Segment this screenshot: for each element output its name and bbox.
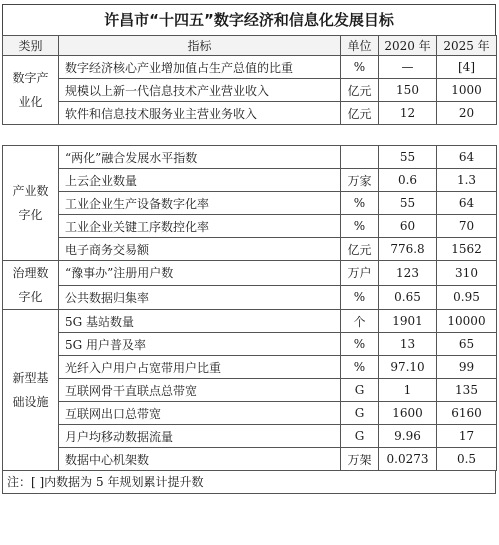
indicator-cell: 月户均移动数据流量 — [59, 425, 341, 448]
value-2025-cell: 0.5 — [437, 448, 497, 471]
value-2025-cell: 65 — [437, 333, 497, 356]
value-2020-cell: 12 — [379, 102, 437, 125]
value-2020-cell: 1901 — [379, 310, 437, 333]
table-row — [3, 379, 497, 402]
table-row — [3, 56, 497, 79]
table-row — [3, 192, 497, 215]
indicator-cell: 光纤入户用户占宽带用户比重 — [59, 356, 341, 379]
value-2020-cell: 776.8 — [379, 238, 437, 261]
value-2025-cell: 135 — [437, 379, 497, 402]
value-2025-cell: 10000 — [437, 310, 497, 333]
category-cell: 产业数字化 — [3, 146, 59, 261]
unit-cell: 亿元 — [341, 79, 379, 102]
value-2020-cell: 9.96 — [379, 425, 437, 448]
value-2020-cell: 0.65 — [379, 285, 437, 310]
value-2020-cell: 0.0273 — [379, 448, 437, 471]
unit-cell: 个 — [341, 310, 379, 333]
value-2020-cell: 13 — [379, 333, 437, 356]
table-row — [3, 102, 497, 125]
header-indicator: 指标 — [59, 36, 341, 56]
indicator-cell: 工业企业生产设备数字化率 — [59, 192, 341, 215]
unit-cell: G — [341, 402, 379, 425]
unit-cell: 亿元 — [341, 238, 379, 261]
indicator-cell: 互联网骨干直联点总带宽 — [59, 379, 341, 402]
value-2025-cell: 20 — [437, 102, 497, 125]
goals-table — [2, 35, 497, 471]
indicator-cell: 数字经济核心产业增加值占生产总值的比重 — [59, 56, 341, 79]
unit-cell: % — [341, 215, 379, 238]
table-row — [3, 261, 497, 286]
indicator-cell: 数据中心机架数 — [59, 448, 341, 471]
value-2020-cell: 97.10 — [379, 356, 437, 379]
category-cell: 数字产业化 — [3, 56, 59, 125]
table-row — [3, 169, 497, 192]
value-2025-cell: 1562 — [437, 238, 497, 261]
value-2025-cell: [4] — [437, 56, 497, 79]
unit-cell: G — [341, 379, 379, 402]
table-row — [3, 285, 497, 310]
value-2020-cell: 60 — [379, 215, 437, 238]
table-title: 许昌市“十四五”数字经济和信息化发展目标 — [2, 4, 496, 35]
unit-cell: % — [341, 192, 379, 215]
value-2025-cell: 64 — [437, 192, 497, 215]
table-row — [3, 238, 497, 261]
header-category: 类别 — [3, 36, 59, 56]
unit-cell: 万户 — [341, 261, 379, 286]
goals-table-sheet — [2, 4, 496, 494]
value-2025-cell: 1.3 — [437, 169, 497, 192]
indicator-cell: 公共数据归集率 — [59, 285, 341, 310]
value-2020-cell: 123 — [379, 261, 437, 286]
header-2020: 2020 年 — [379, 36, 437, 56]
category-cell: 新型基础设施 — [3, 310, 59, 471]
value-2020-cell: 0.6 — [379, 169, 437, 192]
indicator-cell: 上云企业数量 — [59, 169, 341, 192]
indicator-cell: 软件和信息技术服务业主营业务收入 — [59, 102, 341, 125]
value-2025-cell: 99 — [437, 356, 497, 379]
value-2020-cell: 55 — [379, 146, 437, 169]
value-2020-cell: — — [379, 56, 437, 79]
header-unit: 单位 — [341, 36, 379, 56]
value-2020-cell: 1600 — [379, 402, 437, 425]
section-gap — [3, 125, 497, 146]
value-2020-cell: 1 — [379, 379, 437, 402]
table-row — [3, 402, 497, 425]
value-2025-cell: 1000 — [437, 79, 497, 102]
unit-cell: 万家 — [341, 169, 379, 192]
value-2025-cell: 6160 — [437, 402, 497, 425]
table-note: 注：[ ]内数据为 5 年规划累计提升数 — [2, 471, 496, 494]
indicator-cell: 5G 基站数量 — [59, 310, 341, 333]
value-2025-cell: 64 — [437, 146, 497, 169]
header-row — [3, 36, 497, 56]
value-2025-cell: 0.95 — [437, 285, 497, 310]
table-row — [3, 79, 497, 102]
unit-cell: G — [341, 425, 379, 448]
header-2025: 2025 年 — [437, 36, 497, 56]
unit-cell: 亿元 — [341, 102, 379, 125]
indicator-cell: 规模以上新一代信息技术产业营业收入 — [59, 79, 341, 102]
value-2020-cell: 150 — [379, 79, 437, 102]
table-row — [3, 146, 497, 169]
unit-cell — [341, 146, 379, 169]
table-body — [3, 56, 497, 471]
category-cell: 治理数字化 — [3, 261, 59, 310]
unit-cell: % — [341, 333, 379, 356]
table-row — [3, 448, 497, 471]
indicator-cell: “两化”融合发展水平指数 — [59, 146, 341, 169]
value-2025-cell: 310 — [437, 261, 497, 286]
table-row — [3, 215, 497, 238]
indicator-cell: 互联网出口总带宽 — [59, 402, 341, 425]
table-row — [3, 425, 497, 448]
indicator-cell: 5G 用户普及率 — [59, 333, 341, 356]
table-row — [3, 310, 497, 333]
unit-cell: % — [341, 356, 379, 379]
indicator-cell: “豫事办”注册用户数 — [59, 261, 341, 286]
unit-cell: % — [341, 56, 379, 79]
indicator-cell: 电子商务交易额 — [59, 238, 341, 261]
unit-cell: % — [341, 285, 379, 310]
value-2020-cell: 55 — [379, 192, 437, 215]
unit-cell: 万架 — [341, 448, 379, 471]
table-row — [3, 333, 497, 356]
value-2025-cell: 70 — [437, 215, 497, 238]
table-row — [3, 356, 497, 379]
indicator-cell: 工业企业关键工序数控化率 — [59, 215, 341, 238]
value-2025-cell: 17 — [437, 425, 497, 448]
